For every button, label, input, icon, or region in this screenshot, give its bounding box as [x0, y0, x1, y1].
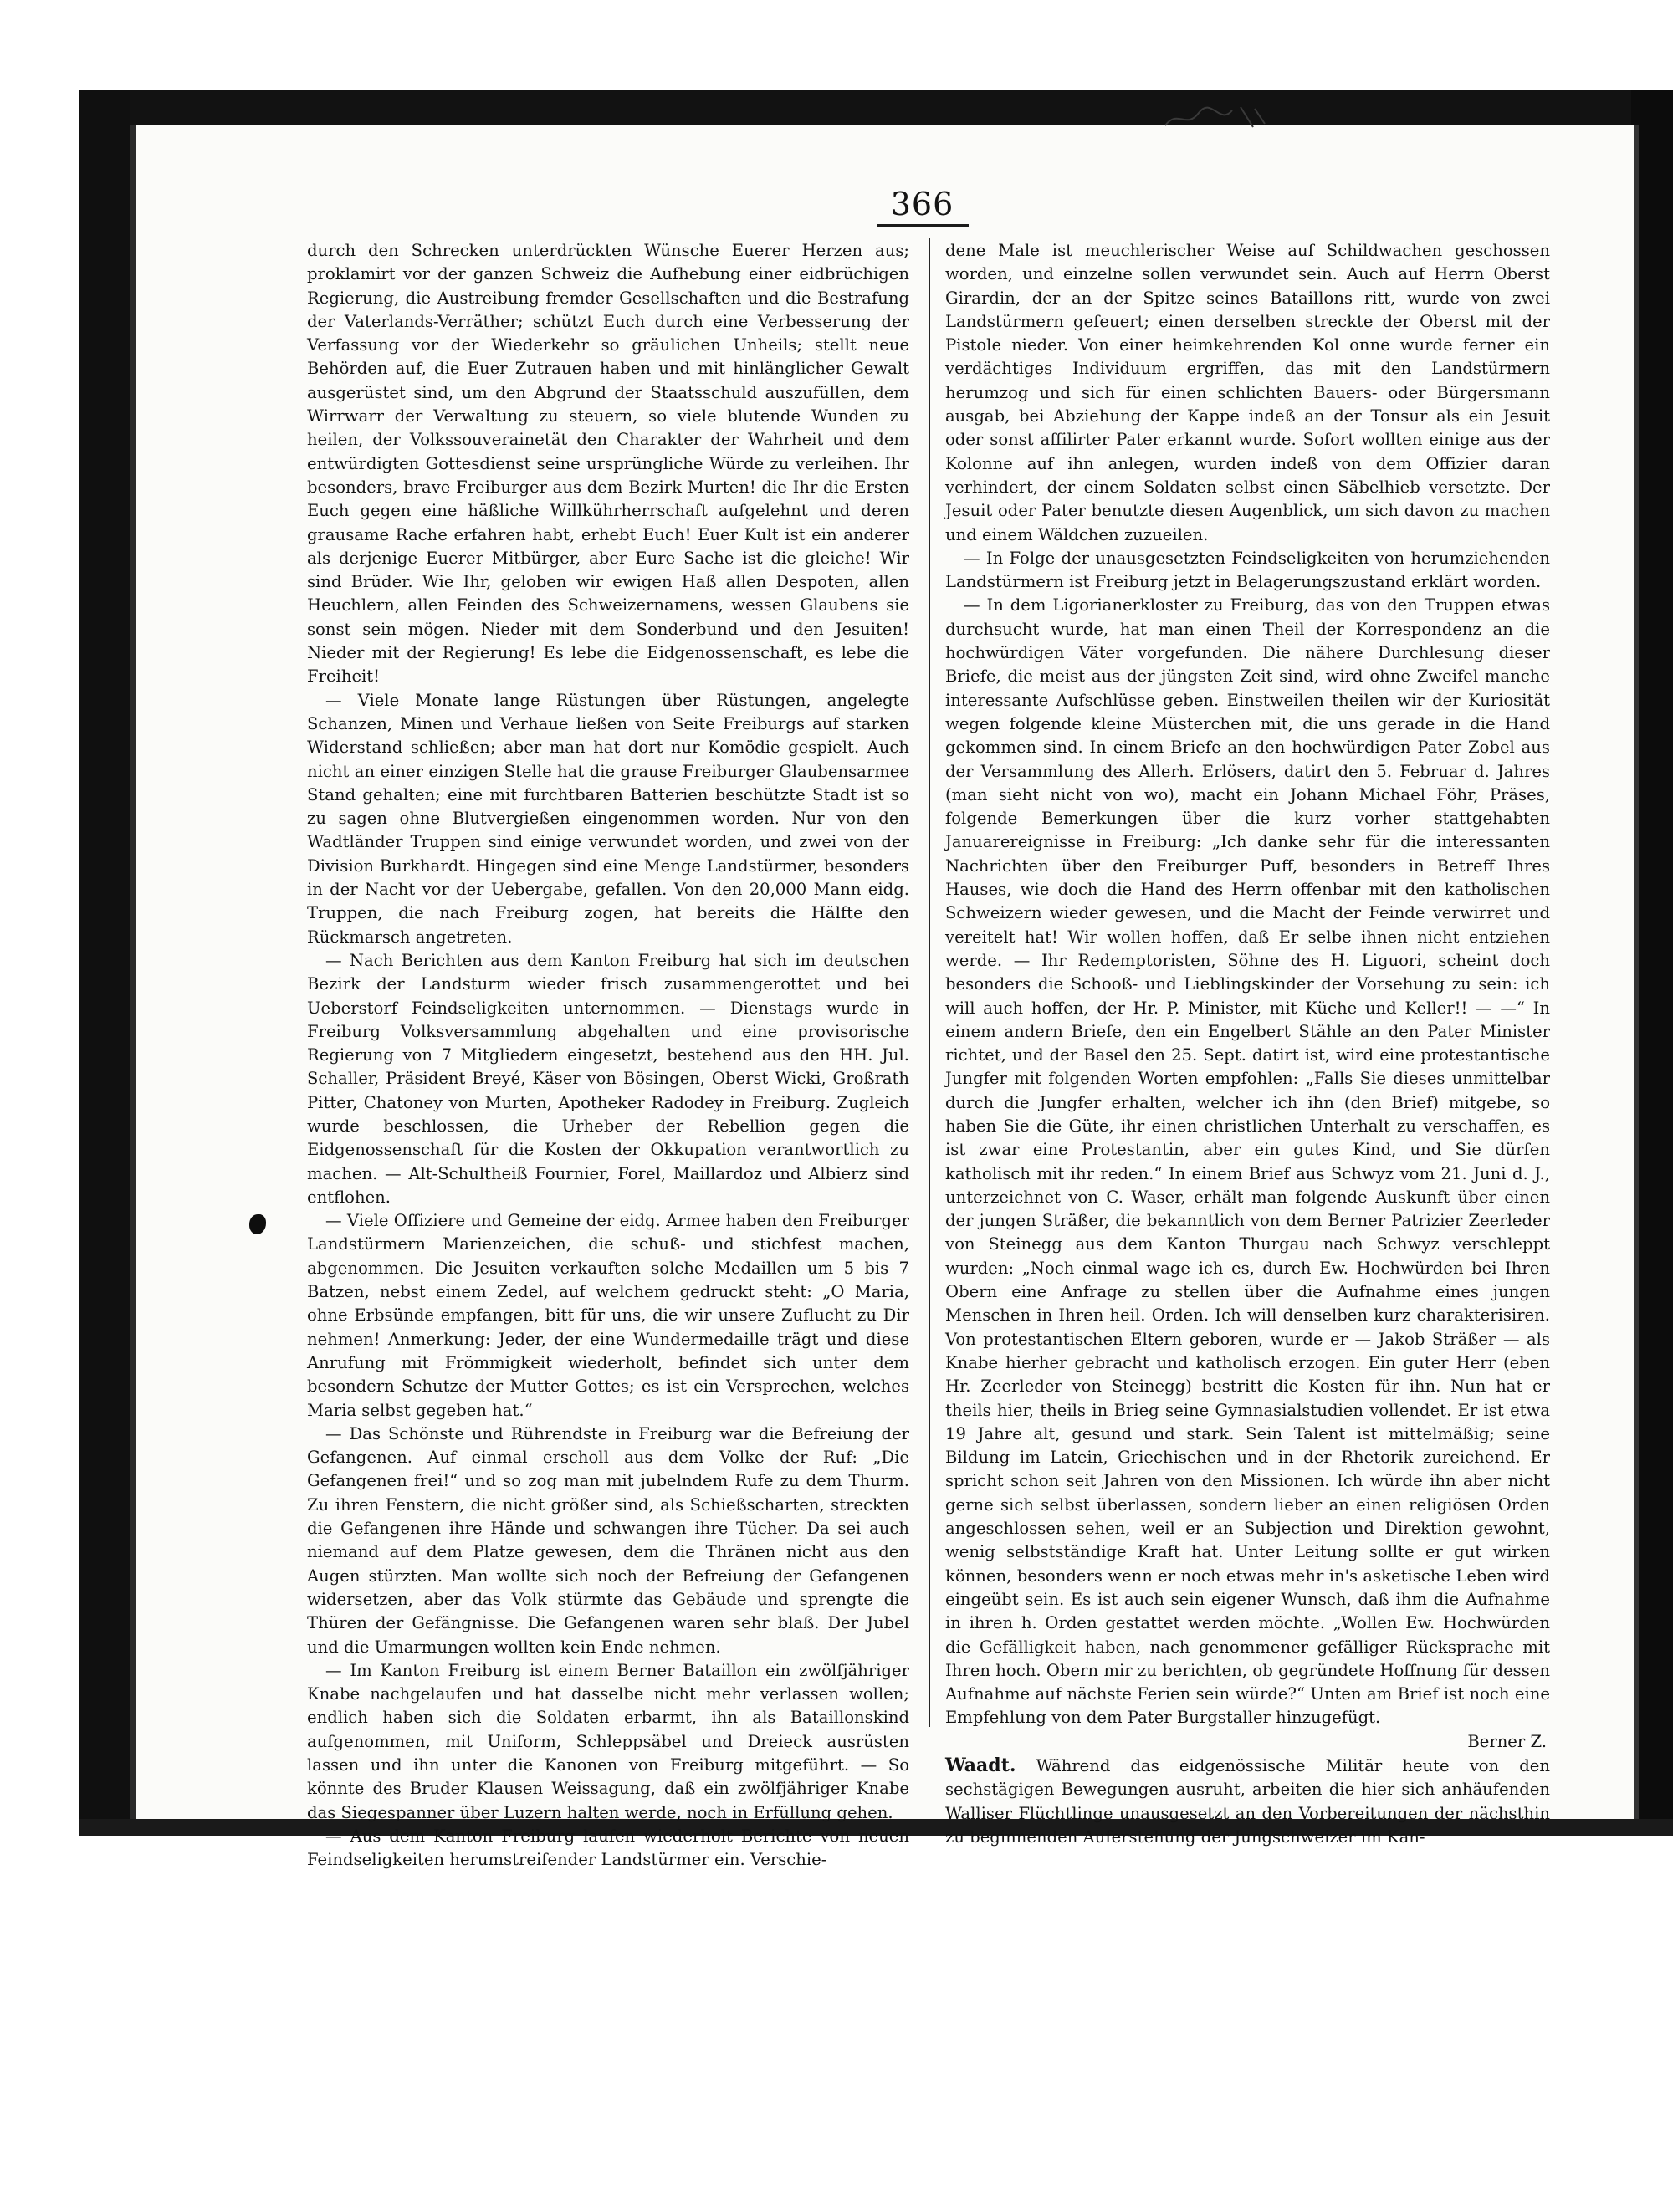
canton-heading: Waadt.	[945, 1755, 1016, 1776]
handwritten-scribble-mark	[1161, 100, 1270, 134]
left-paragraph-5: — Das Schönste und Rührendste in Freiburg war die Befreiung der Gefangenen. Auf einmal erscholl aus dem Volke der Ruf: „Die Gefangenen frei!“ und so zog man mit jubelndem Rufe zu dem Thurm. Zu ihren Fenstern, die nicht größer sind, als Schießscharten, streckten die Gefangenen ihre Hände und schwangen ihre Tücher. Da sei auch niemand auf dem Platze gewesen, dem die Thränen nicht aus den Augen stürzten. Man wollte sich noch der Befreiung der Gefangenen widersetzen, aber das Volk stürmte das Gebäude und sprengte die Thüren der Gefängnisse. Die Gefangenen waren sehr blaß. Der Jubel und die Umarmungen wollten kein Ende nehmen.	[307, 1423, 909, 1657]
canton-paragraph: Während das eidgenössische Militär heute von den sechstägigen Bewegungen ausruht, arbeiten die hier sich anhäufenden Walliser Flüchtlinge unausgesetzt an den Vorbereitungen der nächsthin zu beginnenden Auferstehung der Jungschweizer im Kan-	[945, 1756, 1550, 1847]
page-number: 366	[890, 186, 954, 222]
left-paragraph-6: — Im Kanton Freiburg ist einem Berner Bataillon ein zwölfjähriger Knabe nachgelaufen und hat dasselbe nicht mehr verlassen wollen; endlich haben sich die Soldaten erbarmt, ihn als Bataillonskind aufgenommen, mit Uniform, Schleppsäbel und Dreieck ausrüsten lassen und ihn unter die Kanonen von Freiburg mitgeführt. — So könnte des Bruder Klausen Weissagung, daß ein zwölfjähriger Knabe das Siegespanner über Luzern halten werde, noch in Erfüllung gehen.	[307, 1660, 909, 1822]
left-paragraph-2: — Viele Monate lange Rüstungen über Rüstungen, angelegte Schanzen, Minen und Verhaue ließen von Seite Freiburgs auf starken Widerstand schließen; aber man hat dort nur Komödie gespielt. Auch nicht an einer einzigen Stelle hat die grause Freiburger Glaubensarmee Stand gehalten; eine mit furchtbaren Batterien beschützte Stadt ist so zu sagen ohne Blutvergießen eingenommen worden. Nur von den Wadtländer Truppen sind einige verwundet worden, und zwei von der Division Burkhardt. Hingegen sind eine Menge Landstürmer, besonders in der Nacht vor der Uebergabe, gefallen. Von den 20,000 Mann eidg. Truppen, die nach Freiburg zogen, hat bereits die Hälfte den Rückmarsch angetreten.	[307, 690, 909, 947]
right-paragraph-3: — In dem Ligorianerkloster zu Freiburg, das von den Truppen etwas durchsucht wurde, hat man einen Theil der Korrespondenz an die hochwürdigen Väter vorgefunden. Die nähere Durchlesung dieser Briefe, die meist aus der jüngsten Zeit sind, wird ohne Zweifel manche interessante Aufschlüsse geben. Einstweilen theilen wir der Kuriosität wegen folgende kleine Müsterchen mit, die uns gerade in die Hand gekommen sind. In einem Briefe an den hochwürdigen Pater Zobel aus der Versammlung des Allerh. Erlösers, datirt den 5. Februar d. Jahres (man sieht nicht von wo), macht ein Johann Michael Föhr, Präses, folgende Bemerkungen über die kurz vorher stattgehabten Januarereignisse in Freiburg: „Ich danke sehr für die interessanten Nachrichten über den Freiburger Puff, besonders in Betreff Ihres Hauses, wie doch die Hand des Herrn offenbar mit den katholischen Schweizern wieder gewesen, und die Macht der Feinde verwirret und vereitelt hat! Wir wollen hoffen, daß Er selbe ihnen nicht entziehen werde. — Ihr Redemptoristen, Söhne des H. Liguori, scheint doch besonders die Schooß- und Lieblingskinder der Vorsehung zu sein: ich will auch hoffen, der Hr. P. Minister, mit Küche und Keller!! — —“ In einem andern Briefe, den ein Engelbert Stähle an den Pater Minister richtet, und der Basel den 25. Sept. datirt ist, wird eine protestantische Jungfer mit folgenden Worten empfohlen: „Falls Sie dieses unmittelbar durch die Jungfer erhalten, welcher ich ihn (den Brief) mitgebe, so haben Sie die Güte, ihr einen christlichen Unterhalt zu verschaffen, es ist zwar eine Protestantin, aber ein gutes Kind, und Sie dürfen katholisch mit ihr reden.“ In einem Brief aus Schwyz vom 21. Juni d. J., unterzeichnet von C. Waser, erhält man folgende Auskunft über einen der jungen Sträßer, die bekanntlich von dem Berner Patrizier Zeerleder von Steinegg aus dem Kanton Thurgau nach Schwyz verschleppt wurden: „Noch einmal wage ich es, durch Ew. Hochwürden bei Ihren Obern eine Anfrage zu stellen über die Aufnahme eines jungen Menschen in Ihren heil. Orden. Ich will denselben kurz charakterisiren. Von protestantischen Eltern geboren, wurde er — Jakob Sträßer — als Knabe hierher gebracht und katholisch erzogen. Ein guter Herr (eben Hr. Zeerleder von Steinegg) bestritt die Kosten für ihn. Nun hat er theils hier, theils in Brieg seine Gymnasialstudien vollendet. Er ist etwa 19 Jahre alt, gesund und stark. Sein Talent ist mittelmäßig; seine Bildung im Latein, Griechischen und in der Rhetorik zureichend. Er spricht schon seit Jahren von den Missionen. Ich würde ihn aber nicht gerne sich selbst überlassen, sondern lieber an einen religiösen Orden angeschlossen sehen, weil er an Subjection und Direktion gewohnt, wenig selbstständige Kraft hat. Unter Leitung sollte er gut wirken können, besonders wenn er noch etwas mehr in's asketische Leben wird eingeübt sein. Es ist auch sein eigener Wunsch, daß ihm die Aufnahme in ihren h. Orden gestattet werden möchte. „Wollen Ew. Hochwürden die Gefälligkeit haben, nach genommener gefälliger Rücksprache mit Ihren hoch. Obern mir zu berichten, ob gegründete Hoffnung für dessen Aufnahme auf nächste Ferien sein würde?“ Unten am Brief ist noch eine Empfehlung von dem Pater Burgstaller hinzugefügt.	[945, 595, 1550, 1728]
left-paragraph-1: durch den Schrecken unterdrückten Wünsche Euerer Herzen aus; proklamirt vor der ganzen Schweiz die Aufhebung einer eidbrüchigen Regierung, die Austreibung fremder Gesellschaften und die Bestrafung der Vaterlands-Verräther; schützt Euch durch eine Verbesserung der Verfassung vor der Wiederkehr so gräulichen Unheils; stellt neue Behörden auf, die Euer Zutrauen haben und mit hinlänglicher Gewalt ausgerüstet sind, um den Abgrund der Staatsschuld auszufüllen, dem Wirrwarr der Verwaltung zu steuern, so viele blutende Wunden zu heilen, der Volkssouverainetät den Charakter der Wahrheit und dem entwürdigten Gottesdienst seine ursprüngliche Würde zu verleihen. Ihr besonders, brave Freiburger aus dem Bezirk Murten! die Ihr die Ersten Euch gegen eine häßliche Willkührherrschaft aufgelehnt und deren grausame Rache erfahren habt, erhebt Euch! Euer Kult ist ein anderer als derjenige Euerer Mitbürger, aber Eure Sache ist die gleiche! Wir sind Brüder. Wie Ihr, geloben wir ewigen Haß allen Despoten, allen Heuchlern, allen Feinden des Schweizernamens, wessen Glaubens sie sonst sein mögen. Nieder mit dem Sonderbund und den Jesuiten! Nieder mit der Regierung! Es lebe die Eidgenossenschaft, es lebe die Freiheit!	[307, 241, 909, 687]
right-paragraph-2: — In Folge der unausgesetzten Feindseligkeiten von herumziehenden Landstürmern ist Freiburg jetzt in Belagerungszustand erklärt worden.	[945, 548, 1550, 592]
canton-section	[945, 1754, 1550, 1849]
column-divider	[929, 238, 930, 1727]
left-column	[307, 239, 909, 1872]
left-paragraph-3: — Nach Berichten aus dem Kanton Freiburg hat sich im deutschen Bezirk der Landsturm wieder frisch zusammengerottet und bei Ueberstorf Feindseligkeiten unternommen. — Dienstags wurde in Freiburg Volksversammlung abgehalten und eine provisorische Regierung von 7 Mitgliedern eingesetzt, bestehend aus den HH. Jul. Schaller, Präsident Breyé, Käser von Bösingen, Oberst Wicki, Großrath Pitter, Chatoney von Murten, Apotheker Radodey in Freiburg. Zugleich wurde beschlossen, die Urheber der Rebellion gegen die Eidgenossenschaft für die Kosten der Okkupation verantwortlich zu machen. — Alt-Schultheiß Fournier, Forel, Maillardoz und Albierz sind entflohen.	[307, 950, 909, 1207]
scan-border-top	[79, 90, 1673, 128]
left-paragraph-4: — Viele Offiziere und Gemeine der eidg. Armee haben den Freiburger Landstürmern Marienzeichen, die schuß- und stichfest machen, abgenommen. Die Jesuiten verkauften solche Medaillen um 5 bis 7 Batzen, nebst einem Zedel, auf welchem gedruckt steht: „O Maria, ohne Erbsünde empfangen, bitt für uns, die wir unsere Zuflucht zu Dir nehmen! Anmerkung: Jeder, der eine Wundermedaille trägt und diese Anrufung mit Frömmigkeit wiederholt, befindet sich unter dem besondern Schutze der Mutter Gottes; es ist ein Versprechen, welches Maria selbst gegeben hat.“	[307, 1211, 909, 1420]
scan-border-left	[79, 90, 130, 1830]
left-paragraph-7: — Aus dem Kanton Freiburg laufen wiederholt Berichte von neuen Feindseligkeiten herumstreifender Landstürmer ein. Verschie-	[307, 1826, 909, 1870]
right-column	[945, 239, 1550, 1849]
right-paragraph-1: dene Male ist meuchlerischer Weise auf Schildwachen geschossen worden, und einzelne sollen verwundet sein. Auch auf Herrn Oberst Girardin, der an der Spitze seines Bataillons ritt, wurde von zwei Landstürmern gefeuert; einen derselben streckte der Oberst mit der Pistole nieder. Von einer heimkehrenden Kol onne wurde ferner ein verdächtiges Individuum ergriffen, das mit den Landstürmern herumzog und sich für einen schlichten Bauers- oder Bürgersmann ausgab, bei Abziehung der Kappe indeß an der Tonsur als ein Jesuit oder sonst affilirter Pater erkannt wurde. Sofort wollten einige aus der Kolonne auf ihn anlegen, wurden indeß von dem Offizier daran verhindert, der einem Soldaten selbst einen Säbelhieb versetzte. Der Jesuit oder Pater benutzte diesen Augenblick, um sich davon zu machen und einem Wäldchen zuzueilen.	[945, 241, 1550, 544]
article-signature: Berner Z.	[1467, 1731, 1547, 1751]
page-number-rule	[877, 224, 969, 227]
